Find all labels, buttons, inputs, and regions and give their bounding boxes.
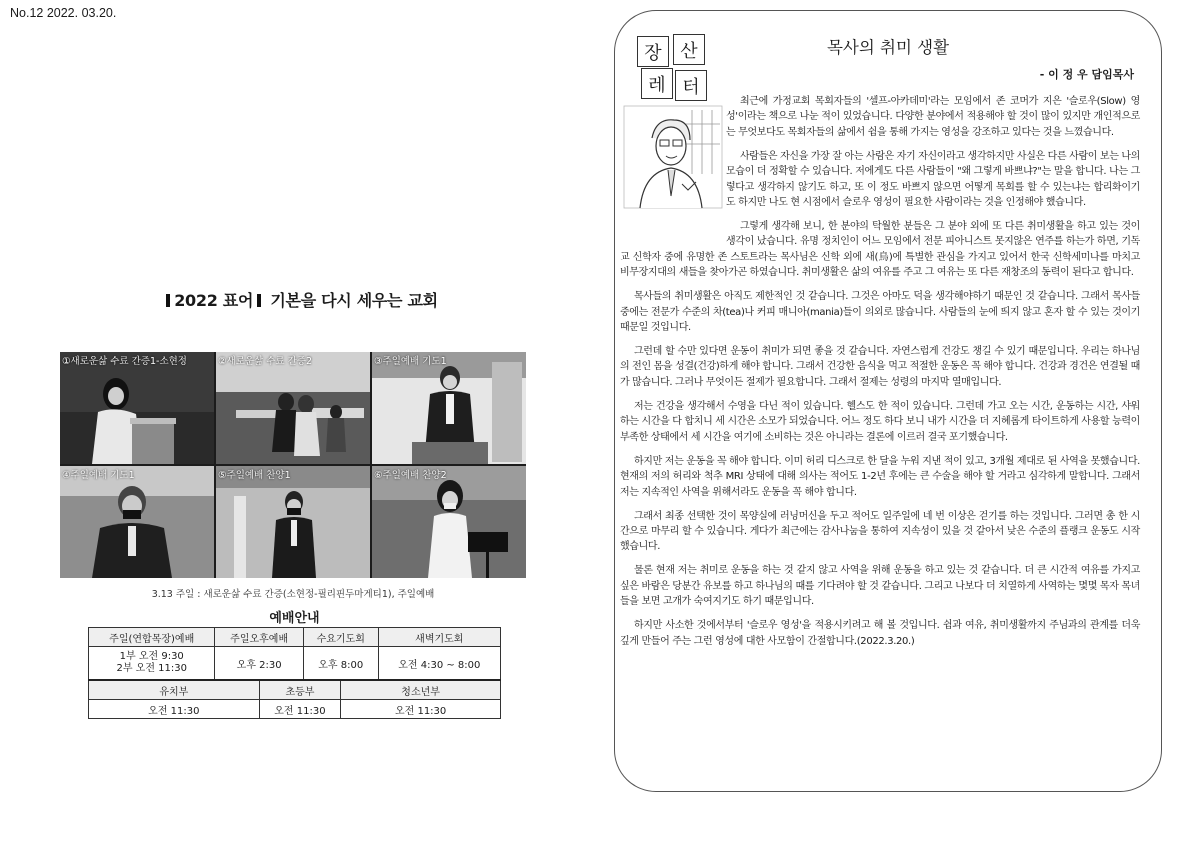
letter-paragraph: 그런데 할 수만 있다면 운동이 취미가 되면 좋을 것 같습니다. 자연스럽게 건강도 챙길 수 있기 때문입니다. 우리는 하나님의 전인 몸을 성결(건강)하게 해야 합니다. 그래서 건강한 음식을 먹고 적절한 운동은 꼭 해야 합니다. 건강과 경건은 연결될 때가 많습니다. 그러나 무엇이든 절제가 필요합니다. 그래서 절제는 성령의 마지막 열매입니다. — [620, 346, 1140, 388]
church-motto — [0, 288, 600, 311]
badge-char: 터 — [675, 70, 707, 101]
department-header: 청소년부 — [341, 680, 501, 700]
service-header: 주일(연합목장)예배 — [89, 628, 215, 647]
letter-paragraph: 최근에 가정교회 목회자들의 '셀프-아카데미'라는 모임에서 존 코머가 지은 '슬로우(Slow) 영성'이라는 책으로 나눈 적이 있었습니다. 다양한 분야에서 적용해야 할 것이 많이 있지만 개인적으로는 무엇보다도 목회자들의 삶에서 쉼을 통해 가지는 영성을 강조하고 있다는 것을 느꼈습니다. — [726, 96, 1140, 138]
department-time: 오전 11:30 — [341, 700, 501, 719]
photo-caption: ⑤주일예배 찬양1 — [218, 470, 291, 481]
badge-char: 산 — [673, 34, 705, 65]
photo-caption: ②새로운삶 수료 간증2 — [218, 356, 313, 367]
photo-worship-2 — [372, 466, 526, 578]
letter-paragraph: 저는 건강을 생각해서 수영을 다닌 적이 있습니다. 헬스도 한 적이 있습니다. 그런데 가고 오는 시간, 운동하는 시간, 샤워하는 시간을 다 합치니 세 시간은 소모가 되었습니다. 어느 정도 하다 보니 내가 시간을 더 지혜롭게 타이트하게 사용할 능력이 부족한 상태에서 세 시간을 여기에 소비하는 것은 아니라는 결론에 이르러 결국 포기했습니다. — [620, 400, 1140, 443]
photo-caption-text: 3.13 주일 : 새로운삶 수료 간증(소현정-필리핀두마게티1), 주일예배 — [151, 589, 435, 600]
photo-caption: ④주일예배 기도1 — [62, 470, 135, 481]
motto-bar-left — [166, 294, 170, 307]
letter-body — [620, 94, 1140, 658]
service-time-line: 2부 오전 11:30 — [116, 663, 187, 674]
motto-label: 2022 표어 — [174, 291, 254, 310]
photo-worship-1 — [216, 466, 370, 578]
photo-testimony-2 — [216, 352, 370, 464]
column-badge — [633, 34, 713, 100]
service-time: 오전 4:30 ~ 8:00 — [378, 647, 500, 681]
service-time: 오후 8:00 — [303, 647, 378, 681]
badge-char: 장 — [637, 36, 669, 67]
portrait-space — [620, 94, 726, 236]
photo-prayer-2 — [60, 466, 214, 578]
letter-paragraph: 목사들의 취미생활은 아직도 제한적인 것 같습니다. 그것은 아마도 덕을 생각해야하기 때문인 것 같습니다. 그래서 목사들 중에는 전문가 수준의 차(tea)나 커피 매니아(mania)들이 의외로 많습니다. 사람들의 눈에 띄지 않고 혼자 할 수 있는 것이기 때문일 것입니다. — [620, 291, 1140, 334]
letter-paragraph: 그렇게 생각해 보니, 한 분야의 탁월한 분들은 그 분야 외에 또 다른 취미생활을 하고 있는 것이 생각이 났습니다. 유명 정치인이 어느 모임에서 전문 피아니스트 못지않은 연주를 하는가 하면, 기독교 신학자 중에 유명한 존 스토트라는 목사님은 신학 외에 새(鳥)에 특별한 관심을 가지고 있어서 한국 신학세미나를 마치고 비무장지대의 새들을 찾아가곤 하였습니다. 취미생활은 삶의 여유를 주고 그 여유는 또 다른 재창조의 동력이 된다고 합니다. — [620, 221, 1140, 279]
photo-caption: ①새로운삶 수료 간증1-소현정 — [62, 356, 187, 367]
motto-text: 기본을 다시 세우는 교회 — [270, 291, 438, 310]
badge-char: 레 — [641, 68, 673, 99]
issue-number: No.12 2022. 03.20. — [10, 6, 117, 20]
letter-title: 목사의 취미 생활 — [826, 38, 950, 57]
department-header: 유치부 — [89, 680, 260, 700]
letter-paragraph: 하지만 사소한 것에서부터 '슬로우 영성'을 적용시키려고 해 볼 것입니다. 쉼과 여유, 취미생활까지 주님과의 관계를 더욱 깊게 만들어 주는 그런 영성에 대한 사모함이 간절합니다.(2022.3.20.) — [620, 620, 1140, 647]
letter-paragraph: 사람들은 자신을 가장 잘 아는 사람은 자기 자신이라고 생각하지만 사실은 다른 사람이 보는 나의 모습이 더 정확할 수 있습니다. 저에게도 다른 사람들이 "왜 그렇게 바쁘냐?"는 말을 합니다. 나는 그렇다고 생각하지 않기도 하고, 또 이 정도 바쁘지 않으면 어떻게 목회를 할 수 있는냐는 합리화이기도 하지만 나도 현 시점에서 슬로우 영성이 필요한 사람이라는 것을 인정해야 했습니다. — [726, 150, 1140, 209]
department-time: 오전 11:30 — [259, 700, 341, 719]
letter-paragraph: 물론 현재 저는 취미로 운동을 하는 것 같지 않고 사역을 위해 운동을 하고 있는 것 같습니다. 더 큰 시간적 여유를 가지고 싶은 바람은 당분간 유보를 하고 하나님의 때를 기다려야 할 것 같습니다. 그리고 나보다 더 치열하게 사역하는 몇몇 목자 목녀들을 보면 고개가 숙여지기도 하기 때문입니다. — [620, 565, 1140, 608]
photo-testimony-1 — [60, 352, 214, 464]
service-time-line: 1부 오전 9:30 — [119, 651, 184, 662]
letter-paragraph: 그래서 최종 선택한 것이 목양실에 러닝머신을 두고 적어도 일주일에 네 번 이상은 걷기를 하는 것입니다. 그러면 총 한 시간으로 마무리 할 수 있습니다. 게다가 최근에는 감사나눔을 통하여 지속성이 있을 것 같아서 낮은 수준의 플랭크 운동도 시작했습니다. — [620, 510, 1140, 553]
service-time: 오후 2:30 — [215, 647, 303, 681]
photo-caption: ③주일예배 기도1 — [374, 356, 447, 367]
letter-author: - 이 정 우 담임목사 — [1039, 68, 1134, 81]
letter-paragraph: 하지만 저는 운동을 꼭 해야 합니다. 이미 허리 디스크로 한 달을 누워 지낸 적이 있고, 3개월 제대로 된 사역을 못했습니다. 현재의 저의 허리와 척추 MRI 상태에 대해 의사는 적어도 1-2년 후에는 큰 수술을 해야 할 거라고 심각하게 말합니다. 그래서 저는 지속적인 사역을 위해서라도 운동을 꼭 해야 합니다. — [620, 455, 1140, 498]
service-time — [89, 647, 215, 681]
photo-caption: ⑥주일예배 찬양2 — [374, 470, 447, 481]
service-header: 수요기도회 — [303, 628, 378, 647]
schedule-title: 예배안내 — [269, 611, 320, 626]
service-header: 주일오후예배 — [215, 628, 303, 647]
photo-prayer-1 — [372, 352, 526, 464]
photo-grid — [60, 352, 526, 578]
service-schedule-table — [88, 607, 501, 719]
department-header: 초등부 — [259, 680, 341, 700]
service-header: 새벽기도회 — [378, 628, 500, 647]
motto-bar-right — [257, 294, 261, 307]
department-time: 오전 11:30 — [89, 700, 260, 719]
